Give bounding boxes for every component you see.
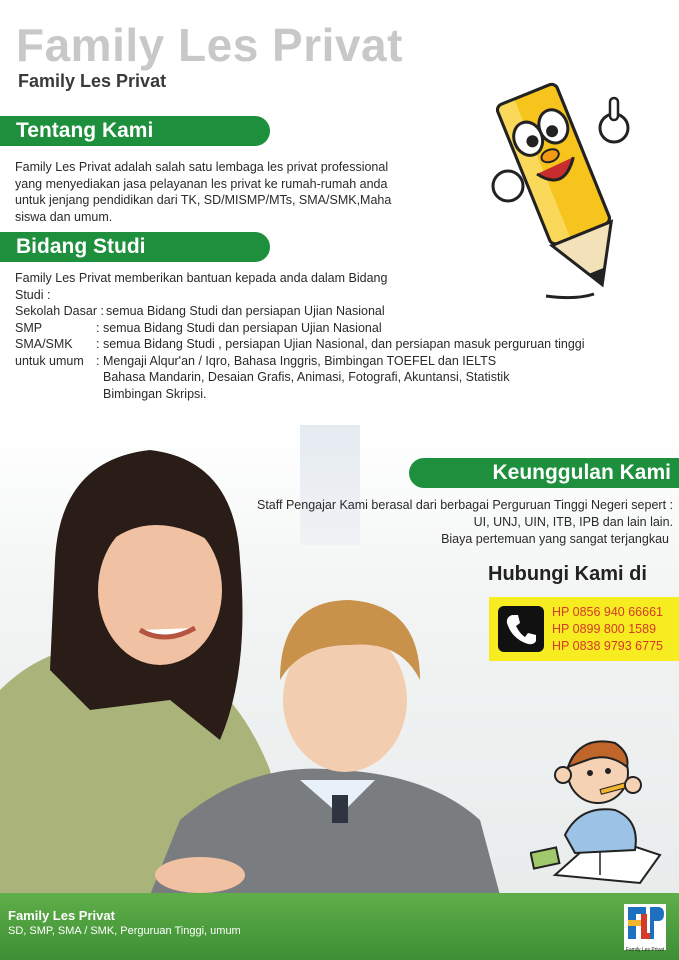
advantage-line: Staff Pengajar Kami berasal dari berbagai Perguruan Tinggi Negeri sepert : bbox=[257, 498, 673, 512]
advantage-line: UI, UNJ, UIN, ITB, IPB dan lain lain. bbox=[473, 515, 673, 529]
logo-caption: Family Les Privat bbox=[625, 947, 665, 953]
bidang-row-value: semua Bidang Studi dan persiapan Ujian Nasional bbox=[106, 304, 385, 318]
advantages-text bbox=[230, 497, 673, 548]
about-line: siswa dan umum. bbox=[15, 209, 113, 224]
page-subtitle: Family Les Privat bbox=[18, 71, 167, 91]
bidang-row-value: : semua Bidang Studi dan persiapan Ujian Nasional bbox=[96, 320, 382, 335]
bidang-row bbox=[15, 303, 585, 320]
bidang-continuation bbox=[15, 386, 585, 403]
phone-number: HP 0856 940 66661 bbox=[552, 605, 663, 619]
section-heading-keunggulan-kami: Keunggulan Kami bbox=[409, 458, 679, 488]
about-line: yang menyediakan jasa pelayanan les privat ke rumah-rumah anda bbox=[15, 176, 388, 191]
bidang-row bbox=[15, 353, 585, 370]
phone-icon bbox=[498, 606, 544, 652]
phone-number: HP 0899 800 1589 bbox=[552, 622, 657, 636]
phone-list bbox=[552, 604, 663, 655]
contact-heading: Hubungi Kami di bbox=[488, 563, 647, 585]
page-title: Family Les Privat bbox=[16, 19, 403, 71]
about-paragraph bbox=[15, 159, 415, 225]
bidang-row-value: : Mengaji Alqur'an / Iqro, Bahasa Inggris, Bimbingan TOEFEL dan IELTS bbox=[96, 353, 497, 368]
bidang-intro bbox=[15, 270, 435, 303]
section-heading-bidang-studi: Bidang Studi bbox=[0, 232, 270, 262]
bidang-row-key: SMA/SMK bbox=[15, 337, 73, 351]
contact-box bbox=[489, 597, 679, 661]
bidang-intro-line: Studi : bbox=[15, 287, 51, 302]
bidang-row-key: Sekolah Dasar : bbox=[15, 304, 104, 318]
section-heading-tentang-kami: Tentang Kami bbox=[0, 116, 270, 146]
studying-boy-icon bbox=[530, 725, 670, 885]
bidang-intro-line: Family Les Privat memberikan bantuan kepada anda dalam Bidang bbox=[15, 271, 388, 285]
bidang-row-key: untuk umum bbox=[15, 353, 84, 368]
footer-subtitle: SD, SMP, SMA / SMK, Perguruan Tinggi, umum bbox=[8, 925, 241, 937]
bidang-row bbox=[15, 336, 585, 353]
bidang-continuation-line: Bahasa Mandarin, Desaian Grafis, Animasi, Fotografi, Akuntansi, Statistik bbox=[103, 370, 510, 384]
pencil-mascot-icon bbox=[486, 68, 636, 303]
bidang-list bbox=[15, 303, 585, 402]
advantage-line: Biaya pertemuan yang sangat terjangkau bbox=[441, 532, 669, 546]
bidang-row bbox=[15, 320, 585, 337]
about-line: Family Les Privat adalah salah satu lembaga les privat professional bbox=[15, 160, 389, 174]
bidang-row-value: : semua Bidang Studi , persiapan Ujian Nasional, dan persiapan masuk perguruan tinggi bbox=[96, 337, 585, 351]
about-line: untuk jenjang pendidikan dari TK, SD/MISMP/MTs, SMA/SMK,Maha bbox=[15, 193, 392, 207]
logo-mark-icon bbox=[624, 904, 666, 942]
bidang-continuation bbox=[15, 369, 585, 386]
bidang-row-key: SMP bbox=[15, 320, 43, 335]
bidang-continuation-line: Bimbingan Skripsi. bbox=[103, 386, 207, 401]
footer-title: Family Les Privat bbox=[8, 908, 115, 923]
family-les-privat-logo bbox=[624, 904, 666, 953]
phone-number: HP 0838 9793 6775 bbox=[552, 639, 663, 653]
